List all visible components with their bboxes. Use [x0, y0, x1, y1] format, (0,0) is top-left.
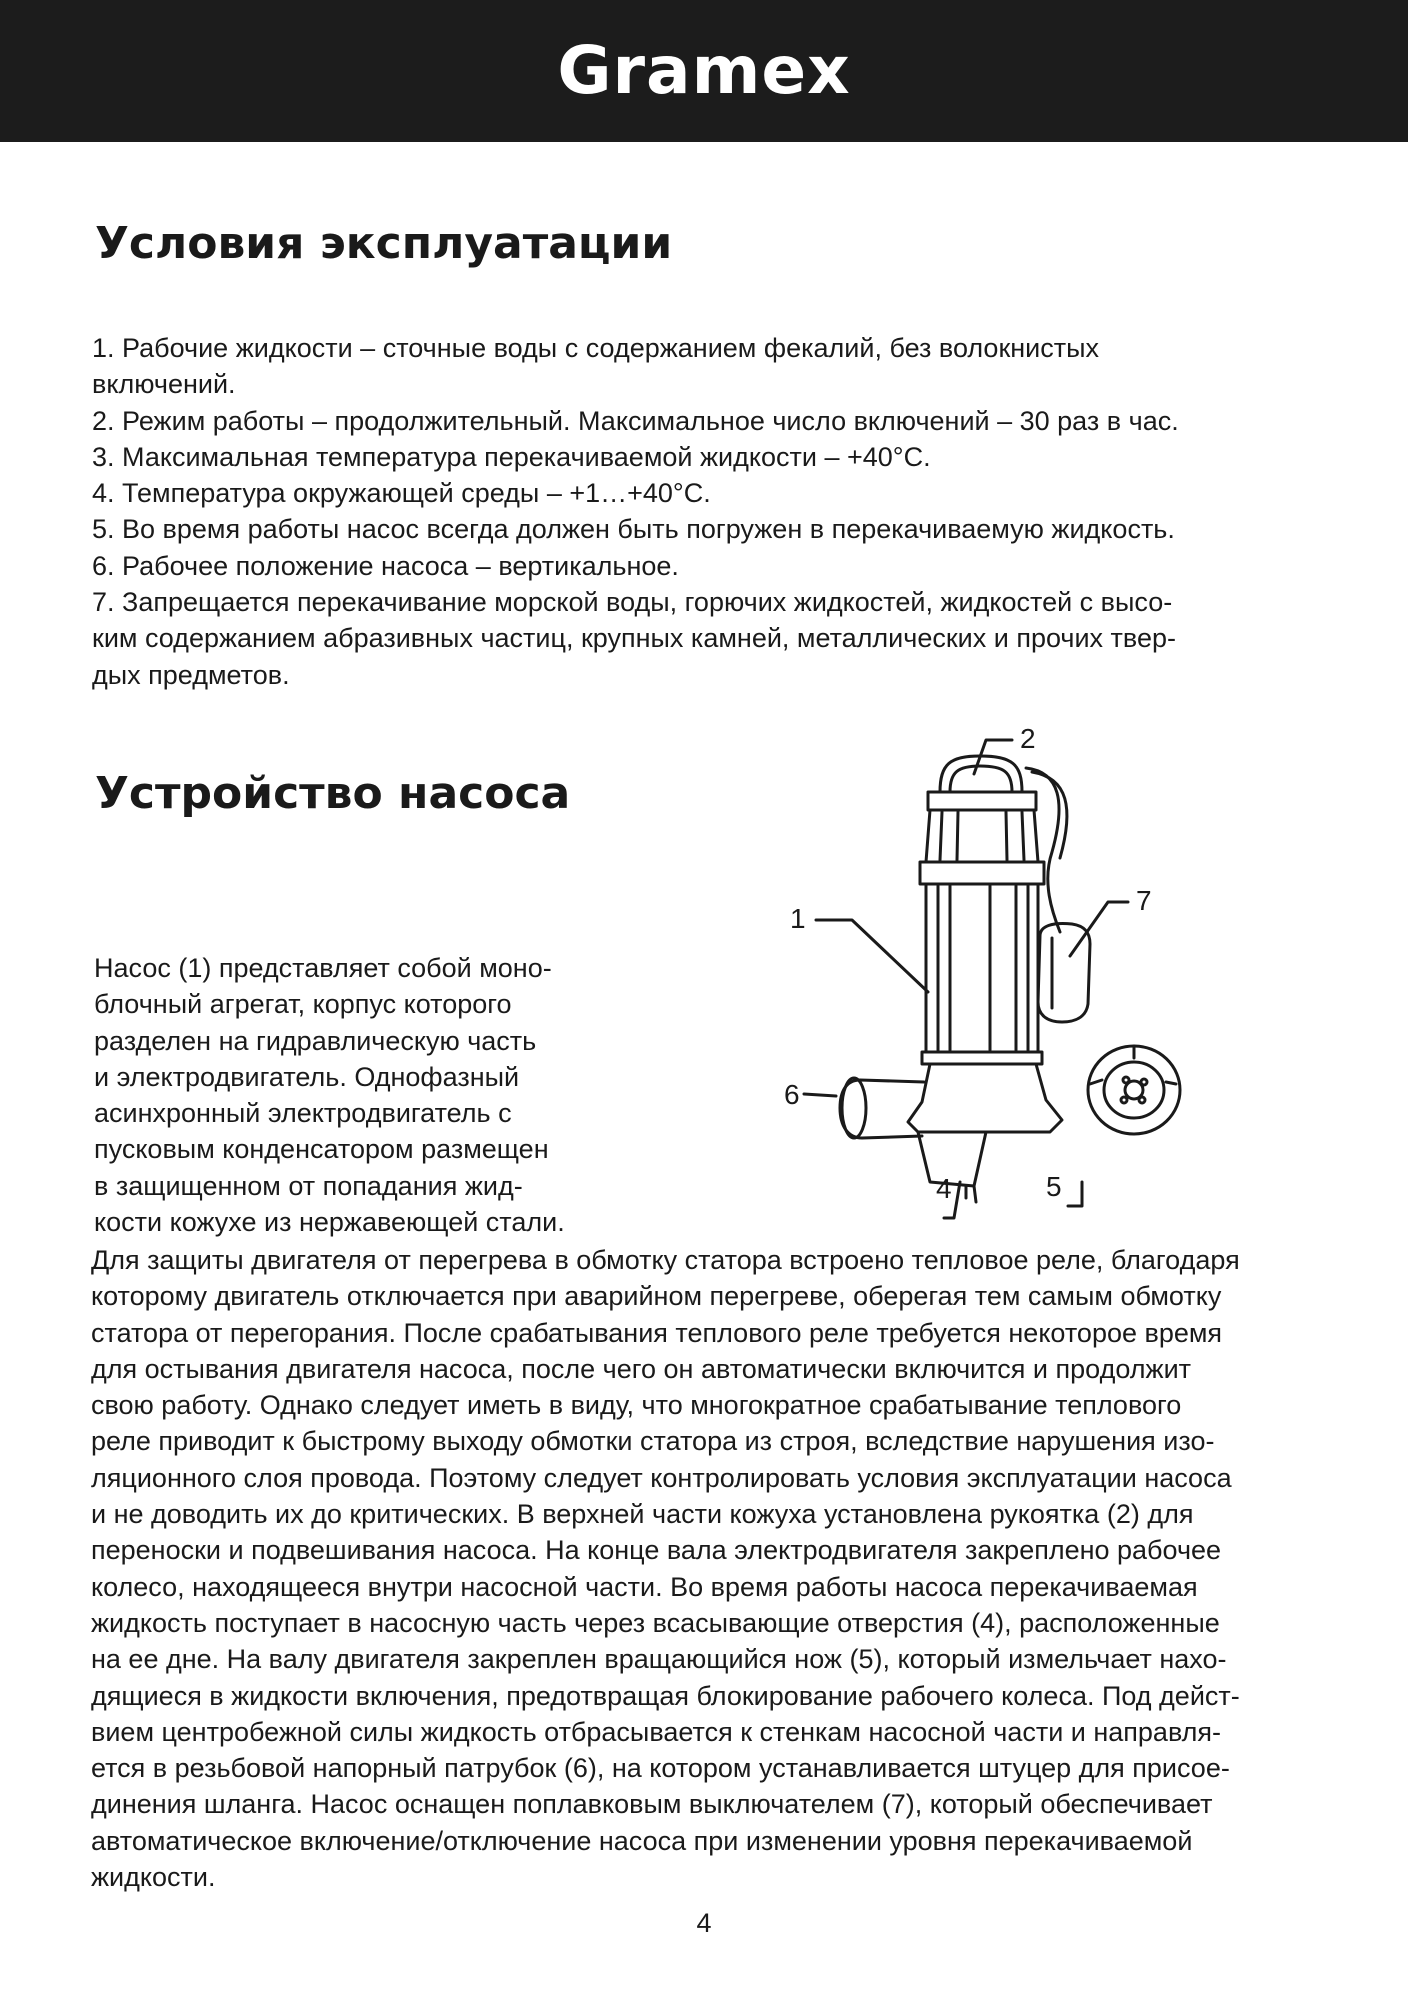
body-line: переноски и подвешивания насоса. На конце вала электродвигателя закреплено рабочее — [91, 1535, 1222, 1566]
handle-shape — [940, 756, 1022, 792]
intro-line: Насос (1) представляет собой моно- — [94, 953, 552, 983]
body-line: ется в резьбовой напорный патрубок (6), на котором устанавливается штуцер для присое- — [91, 1753, 1230, 1784]
conditions-line: 5. Во время работы насос всегда должен быть погружен в перекачиваемую жидкость. — [92, 514, 1175, 545]
top-cover-shape — [928, 792, 1036, 810]
intro-line: разделен на гидравлическую часть — [94, 1025, 537, 1056]
intro-line: в защищенном от попадания жид- — [94, 1170, 523, 1201]
callout-6: 6 — [784, 1079, 800, 1110]
cutter-shape — [1088, 1046, 1180, 1134]
body-line: жидкость поступает в насосную часть через всасывающие отверстия (4), расположенные — [91, 1607, 1220, 1638]
leader-line-7 — [1070, 902, 1128, 956]
callout-7: 7 — [1136, 885, 1152, 916]
body-line: и не доводить их до критических. В верхней части кожуха установлена рукоятка (2) для — [91, 1499, 1194, 1530]
body-line: реле приводит к быстрому выходу обмотки статора из строя, вследствие нарушения изо- — [91, 1426, 1215, 1457]
conditions-line: дых предметов. — [92, 659, 290, 690]
conditions-line: 6. Рабочее положение насоса – вертикальное. — [92, 550, 679, 581]
leader-line-5 — [1068, 1182, 1082, 1206]
device-intro-paragraph — [94, 950, 654, 1240]
body-line: вием центробежной силы жидкость отбрасывается к стенкам насосной части и направля- — [91, 1716, 1222, 1747]
outlet-pipe-shape — [840, 1080, 924, 1138]
conditions-line: 2. Режим работы – продолжительный. Максимальное число включений – 30 раз в час. — [92, 405, 1179, 436]
intro-line: асинхронный электродвигатель с — [94, 1098, 512, 1129]
intro-line: пусковым конденсатором размещен — [94, 1134, 549, 1165]
callout-1: 1 — [790, 903, 806, 934]
page-number: 4 — [696, 1908, 712, 1938]
intro-line: и электродвигатель. Однофазный — [94, 1061, 520, 1092]
body-line: Для защиты двигателя от перегрева в обмотку статора встроено тепловое реле, благодаря — [91, 1245, 1240, 1275]
brand-logo: Gramex — [557, 31, 851, 109]
body-line: динения шланга. Насос оснащен поплавковым выключателем (7), который обеспечивает — [91, 1789, 1213, 1820]
conditions-line: ким содержанием абразивных частиц, крупных камней, металлических и прочих твер- — [92, 623, 1176, 654]
conditions-line: включений. — [92, 369, 236, 400]
callout-2: 2 — [1020, 723, 1036, 754]
leader-line-6 — [804, 1094, 836, 1096]
body-line: ляционного слоя провода. Поэтому следует контролировать условия эксплуатации насоса — [91, 1462, 1232, 1493]
conditions-line: 4. Температура окружающей среды – +1…+40°С. — [92, 478, 711, 509]
section-title-device: Устройство насоса — [95, 768, 571, 819]
body-line: жидкости. — [91, 1862, 216, 1893]
section-title-conditions: Условия эксплуатации — [95, 218, 673, 269]
callout-4: 4 — [936, 1173, 952, 1204]
body-line: для остывания двигателя насоса, после чего он автоматически включится и продолжит — [91, 1353, 1192, 1384]
conditions-list — [92, 330, 1342, 693]
body-line: свою работу. Однако следует иметь в виду, что многократное срабатывание теплового — [91, 1390, 1182, 1421]
pump-body-shape — [908, 1064, 1062, 1132]
body-line: статора от перегорания. После срабатывания теплового реле требуется некоторое время — [91, 1317, 1223, 1348]
pump-diagram — [784, 712, 1180, 1212]
conditions-line: 3. Максимальная температура перекачиваемой жидкости – +40°С. — [92, 441, 931, 472]
body-line: на ее дне. На валу двигателя закреплен вращающийся нож (5), который измельчает нахо- — [91, 1644, 1227, 1675]
conditions-line: 1. Рабочие жидкости – сточные воды с содержанием фекалий, без волокнистых — [92, 333, 1100, 363]
conditions-line: 7. Запрещается перекачивание морской воды, горючих жидкостей, жидкостей с высо- — [92, 587, 1173, 618]
leader-line-1 — [816, 920, 928, 992]
motor-housing-shape — [920, 862, 1044, 884]
body-line: автоматическое включение/отключение насоса при изменении уровня перекачиваемой — [91, 1825, 1193, 1856]
intro-line: блочный агрегат, корпус которого — [94, 989, 512, 1020]
callout-5: 5 — [1046, 1171, 1062, 1202]
body-line: колесо, находящееся внутри насосной части. Во время работы насоса перекачиваемая — [91, 1571, 1198, 1602]
body-line: которому двигатель отключается при аварийном перегреве, оберегая тем самым обмотку — [91, 1281, 1222, 1312]
body-line: дящиеся в жидкости включения, предотвращая блокирование рабочего колеса. Под дейст- — [91, 1680, 1240, 1711]
intro-line: кости кожухе из нержавеющей стали. — [94, 1207, 565, 1238]
device-body-paragraph — [91, 1242, 1351, 1895]
header-bar — [0, 0, 1408, 142]
